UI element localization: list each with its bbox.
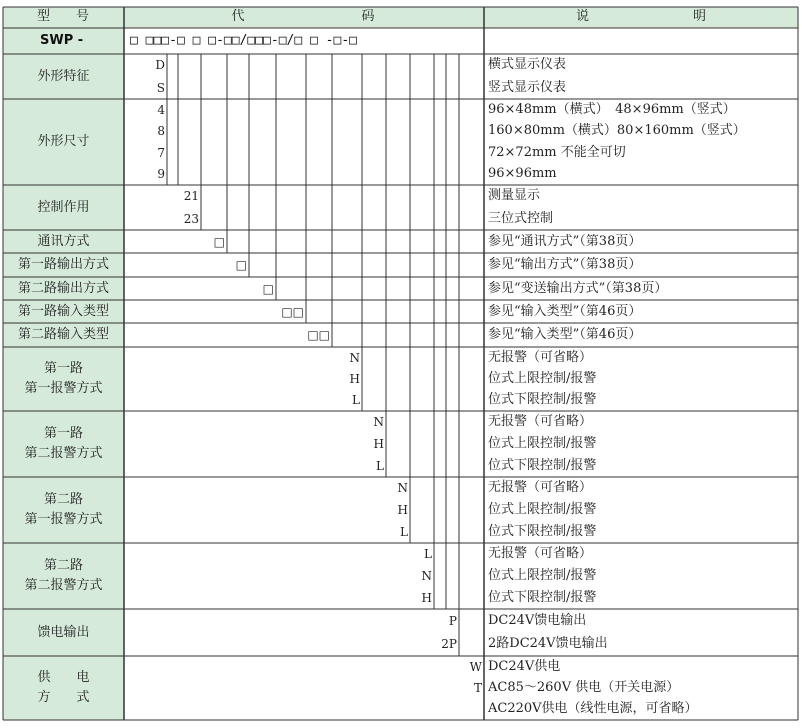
description-text: DC24V供电 xyxy=(488,658,561,674)
row-label-line: 第二路输出方式 xyxy=(17,280,109,296)
code-value: 9 xyxy=(157,167,165,182)
description-text: 无报警（可省略） xyxy=(488,546,593,561)
row-label xyxy=(3,67,124,87)
description-text: 参见“输出方式”（第38页） xyxy=(488,257,642,272)
row-label-line: 外形特征 xyxy=(37,68,90,84)
row-label-line: 供 电 xyxy=(37,670,90,685)
row-label xyxy=(3,132,124,152)
code-value: □ xyxy=(262,281,274,296)
code-value: 21 xyxy=(183,189,199,204)
row-label-line: 第二报警方式 xyxy=(24,446,103,461)
row-label-line: 馈电输出 xyxy=(37,624,90,640)
row-label-line: 第一路 xyxy=(43,426,83,441)
description-text: 位式下限控制/报警 xyxy=(488,392,597,408)
description-text: 位式下限控制/报警 xyxy=(488,590,597,605)
description-text: 横式显示仪表 xyxy=(488,57,567,73)
code-value: H xyxy=(421,591,432,605)
code-value: □□ xyxy=(281,304,304,319)
description-text: 三位式控制 xyxy=(488,210,554,226)
code-value: 8 xyxy=(157,124,165,139)
row-label xyxy=(3,668,124,708)
code-value: N xyxy=(421,569,432,583)
description-text: 参见“输入类型”（第46页） xyxy=(488,327,642,342)
description-text: 参见“变送输出方式”（第38页） xyxy=(488,280,668,296)
header-description: 说 明 xyxy=(575,9,706,24)
code-value: 4 xyxy=(157,102,165,117)
code-value: N xyxy=(349,350,360,365)
row-label-line: 第二路 xyxy=(43,558,83,573)
code-value: T xyxy=(473,681,482,695)
row-label-line: 第二路输入类型 xyxy=(17,327,109,342)
description-text: 位式上限控制/报警 xyxy=(488,568,597,583)
row-label xyxy=(3,490,124,530)
description-text: 位式上限控制/报警 xyxy=(488,436,597,451)
model-name: SWP - xyxy=(40,33,84,48)
code-value: P xyxy=(448,613,457,628)
code-value: H xyxy=(349,372,360,386)
row-label xyxy=(3,325,124,345)
row-label-line: 第一报警方式 xyxy=(24,381,103,396)
row-label-line: 第一路输入类型 xyxy=(17,303,109,319)
code-value: L xyxy=(424,547,432,561)
row-label-line: 第一报警方式 xyxy=(24,512,103,527)
row-label xyxy=(3,359,124,399)
description-text: DC24V馈电输出 xyxy=(488,612,587,628)
description-text: 96×96mm xyxy=(488,166,557,182)
header-model: 型 号 xyxy=(36,9,89,24)
code-value: H xyxy=(397,503,408,517)
row-label xyxy=(3,232,124,252)
code-value: D xyxy=(155,58,165,73)
row-label xyxy=(3,198,124,218)
row-label-line: 第二报警方式 xyxy=(24,578,103,593)
row-label xyxy=(3,556,124,596)
row-label-line: 控制作用 xyxy=(37,199,90,215)
description-text: 2路DC24V馈电输出 xyxy=(488,636,608,652)
description-text: 96×48mm（横式） 48×96mm（竖式） xyxy=(488,101,736,117)
description-text: 测量显示 xyxy=(488,188,541,204)
header-code: 代 码 xyxy=(231,9,375,24)
code-value: W xyxy=(469,659,482,674)
description-text: 无报警（可省略） xyxy=(488,349,593,365)
description-text: 72×72mm 不能全可切 xyxy=(488,144,626,160)
description-text: AC85～260V 供电（开关电源） xyxy=(488,680,680,695)
code-value: L xyxy=(400,525,408,539)
row-label xyxy=(3,302,124,322)
code-value: □ xyxy=(235,258,247,272)
code-value: 23 xyxy=(183,211,199,226)
code-value: S xyxy=(156,80,165,95)
row-label xyxy=(3,424,124,464)
description-text: 位式上限控制/报警 xyxy=(488,371,597,386)
row-label xyxy=(3,255,124,275)
description-text: 位式下限控制/报警 xyxy=(488,458,597,473)
model-code-string: □ □□□-□ □ □-□□/□□□-□/□ □ -□-□ xyxy=(130,33,357,48)
description-text: 参见“通讯方式”（第38页） xyxy=(488,233,642,249)
row-label-line: 外形尺寸 xyxy=(37,134,90,149)
row-label xyxy=(3,623,124,643)
description-text: 竖式显示仪表 xyxy=(488,79,567,95)
code-value: 7 xyxy=(157,145,165,160)
row-label xyxy=(3,279,124,299)
row-label-line: 第一路输出方式 xyxy=(17,257,109,272)
code-value: L xyxy=(352,393,360,408)
code-value: □□ xyxy=(307,328,330,342)
description-text: 160×80mm（横式）80×160mm（竖式） xyxy=(488,123,746,139)
description-text: 无报警（可省略） xyxy=(488,480,593,495)
code-value: 2P xyxy=(441,637,457,652)
description-text: 无报警（可省略） xyxy=(488,414,593,429)
row-label-line: 第二路 xyxy=(43,492,83,507)
description-text: 位式上限控制/报警 xyxy=(488,502,597,517)
row-label-line: 第一路 xyxy=(43,361,83,376)
code-value: H xyxy=(373,437,384,451)
description-text: 参见“输入类型”（第46页） xyxy=(488,303,642,319)
row-label-line: 方 式 xyxy=(37,690,90,705)
code-value: N xyxy=(373,415,384,429)
code-value: L xyxy=(376,459,384,473)
description-text: 位式下限控制/报警 xyxy=(488,524,597,539)
description-text: AC220V供电（线性电源，可省略） xyxy=(488,701,698,717)
code-value: □ xyxy=(213,234,225,249)
code-value: N xyxy=(397,481,408,495)
row-label-line: 通讯方式 xyxy=(37,233,90,249)
